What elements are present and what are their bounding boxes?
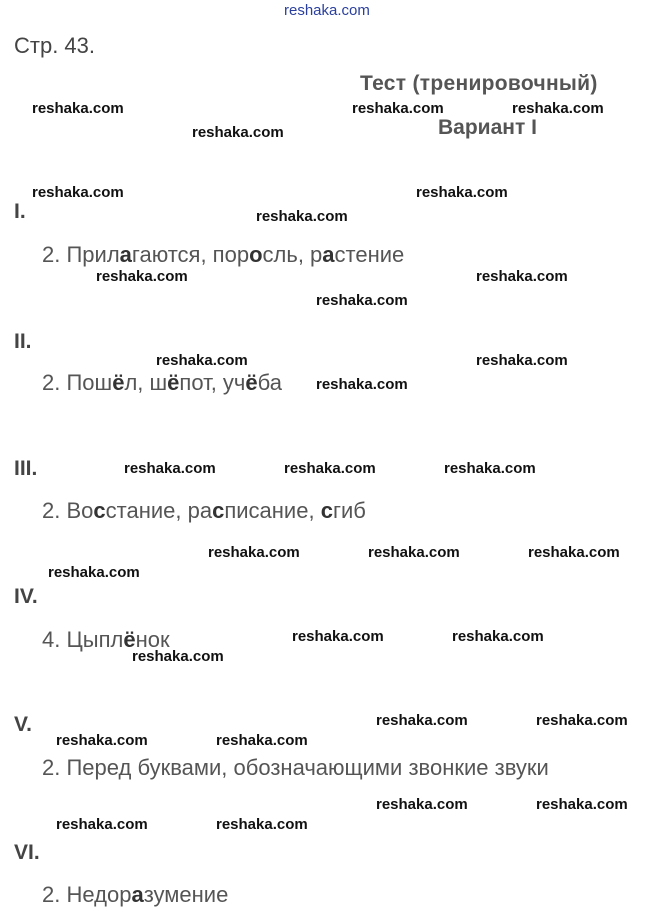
answer-text: Недор <box>66 882 132 907</box>
section-numeral: VI. <box>14 841 40 864</box>
watermark: reshaka.com <box>536 712 628 729</box>
watermark: reshaka.com <box>284 460 376 477</box>
answer-text: ба <box>257 370 282 395</box>
watermark: reshaka.com <box>476 268 568 285</box>
watermark: reshaka.com <box>416 184 508 201</box>
answer-number: 2. <box>42 498 61 523</box>
watermark: reshaka.com <box>32 100 124 117</box>
watermark: reshaka.com <box>96 268 188 285</box>
watermark: reshaka.com <box>352 100 444 117</box>
answer-text: Прил <box>66 242 120 267</box>
test-title: Тест (тренировочный) <box>360 72 598 95</box>
answer-text: зумение <box>143 882 229 907</box>
watermark: reshaka.com <box>216 732 308 749</box>
answer-highlight: с <box>93 498 106 523</box>
answer-text: стение <box>334 242 405 267</box>
watermark: reshaka.com <box>452 628 544 645</box>
answer-text: Пош <box>66 370 113 395</box>
answer-line <box>42 242 404 268</box>
answer-text: стание, ра <box>105 498 213 523</box>
section-numeral: IV. <box>14 585 38 608</box>
answer-line <box>42 755 549 781</box>
watermark: reshaka.com <box>292 628 384 645</box>
section-numeral: II. <box>14 330 32 353</box>
watermark: reshaka.com <box>256 208 348 225</box>
watermark: reshaka.com <box>536 796 628 813</box>
answer-text: писание, <box>224 498 321 523</box>
page-number: Стр. 43. <box>14 33 96 58</box>
watermark: reshaka.com <box>512 100 604 117</box>
watermark: reshaka.com <box>32 184 124 201</box>
answer-highlight: а <box>119 242 132 267</box>
watermark: reshaka.com <box>56 732 148 749</box>
answer-text: гаются, пор <box>131 242 250 267</box>
answer-line <box>42 498 366 524</box>
site-header-link[interactable]: reshaka.com <box>284 2 370 19</box>
watermark: reshaka.com <box>208 544 300 561</box>
watermark: reshaka.com <box>192 124 284 141</box>
watermark: reshaka.com <box>376 796 468 813</box>
watermark: reshaka.com <box>48 564 140 581</box>
answer-number: 4. <box>42 627 61 652</box>
answer-number: 2. <box>42 755 61 780</box>
answer-line <box>42 370 282 396</box>
answer-number: 2. <box>42 370 61 395</box>
answer-highlight: с <box>212 498 225 523</box>
answer-text: пот, уч <box>179 370 246 395</box>
watermark: reshaka.com <box>316 292 408 309</box>
answer-text: Перед буквами, обозначающими звонкие звуки <box>66 755 549 780</box>
answer-text: л, ш <box>124 370 168 395</box>
watermark: reshaka.com <box>316 376 408 393</box>
answer-text: гиб <box>332 498 366 523</box>
answer-text: Во <box>66 498 94 523</box>
answer-text: сль, р <box>262 242 323 267</box>
answer-highlight: ё <box>245 370 258 395</box>
watermark: reshaka.com <box>124 460 216 477</box>
answer-text: Цыпл <box>66 627 124 652</box>
watermark: reshaka.com <box>376 712 468 729</box>
answer-highlight: с <box>320 498 333 523</box>
answer-line <box>42 882 228 908</box>
watermark: reshaka.com <box>476 352 568 369</box>
watermark: reshaka.com <box>444 460 536 477</box>
answer-highlight: а <box>322 242 335 267</box>
answer-highlight: ё <box>112 370 125 395</box>
watermark: reshaka.com <box>216 816 308 833</box>
section-numeral: III. <box>14 457 38 480</box>
watermark: reshaka.com <box>56 816 148 833</box>
watermark: reshaka.com <box>156 352 248 369</box>
answer-text: нок <box>135 627 170 652</box>
answer-highlight: ё <box>167 370 180 395</box>
watermark: reshaka.com <box>132 648 224 665</box>
answer-number: 2. <box>42 882 61 907</box>
section-numeral: V. <box>14 713 32 736</box>
answer-highlight: ё <box>123 627 136 652</box>
answer-highlight: о <box>249 242 263 267</box>
watermark: reshaka.com <box>368 544 460 561</box>
section-numeral: I. <box>14 200 26 223</box>
answer-number: 2. <box>42 242 61 267</box>
answer-highlight: а <box>131 882 144 907</box>
variant-title: Вариант I <box>438 116 537 139</box>
watermark: reshaka.com <box>528 544 620 561</box>
